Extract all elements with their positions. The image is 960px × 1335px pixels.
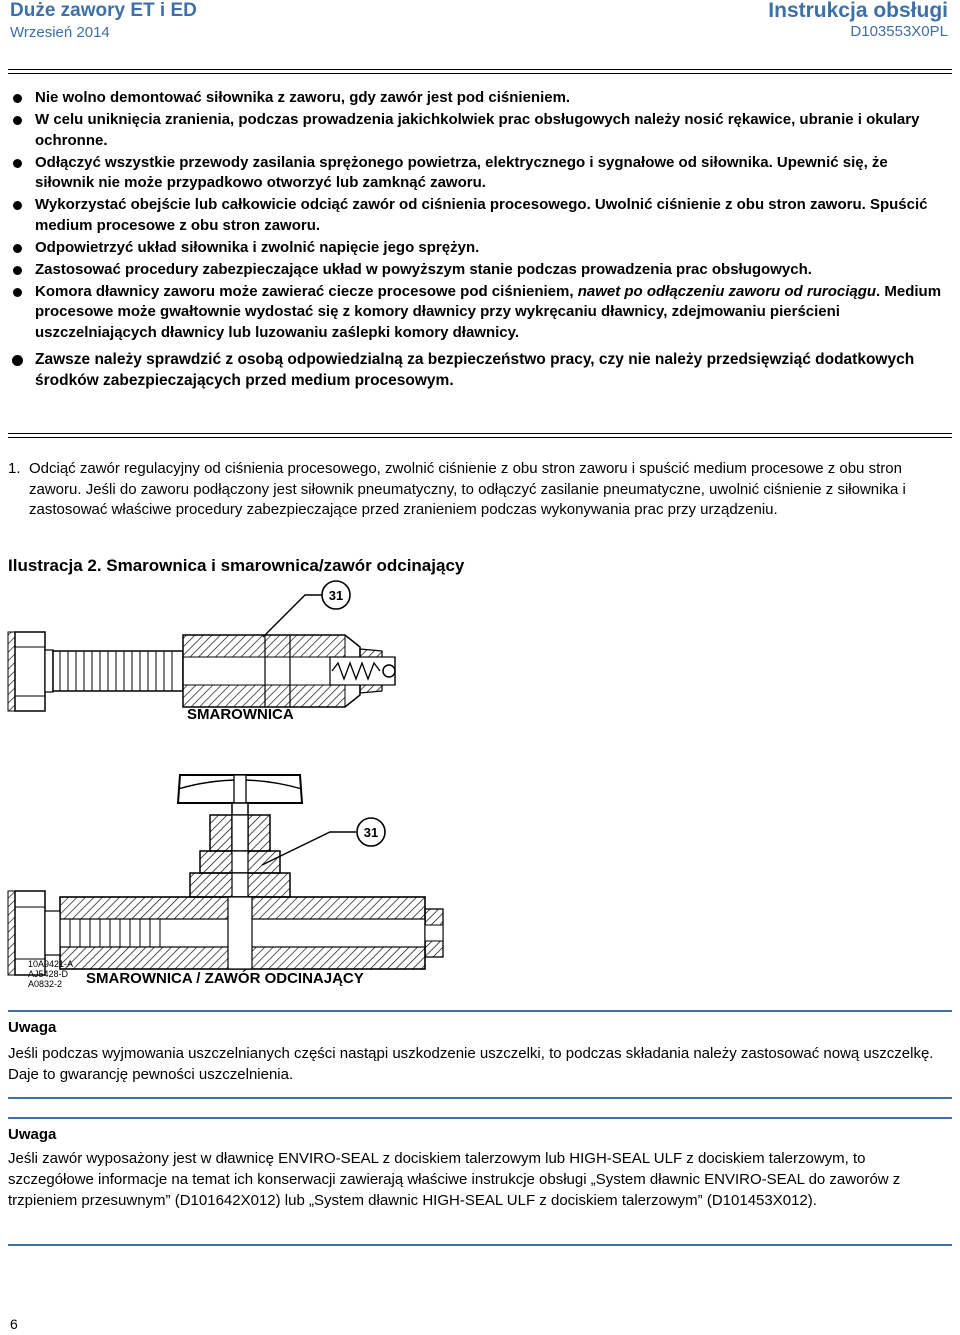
header-right bbox=[768, 0, 948, 40]
bullet-icon bbox=[13, 94, 22, 103]
bullet-icon bbox=[13, 116, 22, 125]
doc-date: Wrzesień 2014 bbox=[10, 24, 110, 41]
note2-top-rule bbox=[8, 1117, 952, 1119]
doc-title: Duże zawory ET i ED bbox=[10, 0, 197, 21]
note1-heading: Uwaga bbox=[8, 1019, 57, 1036]
bullet-icon bbox=[13, 288, 22, 297]
warning-item: Zastosować procedury zabezpieczające układ w powyższym stanie podczas prowadzenia prac obsługowych. bbox=[10, 260, 945, 281]
warning-top-rule-2 bbox=[8, 73, 952, 74]
warning-item: Nie wolno demontować siłownika z zaworu, gdy zawór jest pod ciśnieniem. bbox=[10, 88, 945, 109]
warning-bottom-rule bbox=[8, 433, 952, 434]
check-ball bbox=[383, 665, 395, 677]
bullet-icon bbox=[13, 201, 22, 210]
warning-item: Odłączyć wszystkie przewody zasilania sprężonego powietrza, elektrycznego i sygnałowe od siłownika. Upewnić się, że siłownik nie może przypadkowo otworzyć lub zamknąć zaworu. bbox=[10, 153, 945, 194]
warning-item: Wykorzystać obejście lub całkowicie odciąć zawór od ciśnienia procesowego. Uwolnić ciśnienie z obu stron zaworu. Spuścić medium procesowe z obu stron zaworu. bbox=[10, 195, 945, 236]
label-lubricator-valve: SMAROWNICA / ZAWÓR ODCINAJĄCY bbox=[86, 970, 364, 987]
step-text: Odciąć zawór regulacyjny od ciśnienia procesowego, zwolnić ciśnienie z obu stron zaworu i spuścić medium procesowe z obu stron zaworu. Jeśli do zaworu podłączony jest siłownik pneumatyczny, to odłączyć zasilanie pneumatyczne, uwolnić ciśnienie z siłownika i zastosować właściwe procedury zabezpieczające przed zranieniem podczas wykonywania prac przy urządzeniu. bbox=[29, 460, 906, 518]
note2-heading: Uwaga bbox=[8, 1126, 57, 1143]
bullet-icon bbox=[13, 159, 22, 168]
isolating-valve-drawing bbox=[8, 775, 443, 975]
warning-list bbox=[10, 88, 945, 393]
header-left bbox=[10, 0, 197, 41]
warning-item-final: Zawsze należy sprawdzić z osobą odpowiedzialną za bezpieczeństwo pracy, czy nie należy przedsięwziąć dodatkowych środków zabezpieczających przed medium procesowym. bbox=[10, 350, 945, 391]
note1-bottom-rule bbox=[8, 1097, 952, 1099]
step-1 bbox=[8, 459, 953, 521]
doc-type: Instrukcja obsługi bbox=[768, 0, 948, 22]
warning-top-rule bbox=[8, 69, 952, 70]
doc-number: D103553X0PL bbox=[850, 23, 948, 40]
step-number: 1. bbox=[8, 460, 21, 477]
warning-item: W celu uniknięcia zranienia, podczas prowadzenia jakichkolwiek prac obsługowych należy nosić rękawice, ubranie i okulary ochronne. bbox=[10, 110, 945, 151]
callout-number-bottom: 31 bbox=[363, 825, 379, 840]
figure-title: Ilustracja 2. Smarownica i smarownica/zawór odcinający bbox=[8, 556, 465, 575]
lubricator-drawing bbox=[8, 632, 395, 711]
drawing-codes: 10A9421-A AJ5428-D A0832-2 bbox=[28, 959, 74, 989]
valve-end-hatch bbox=[8, 891, 15, 975]
warning-item-gland: Komora dławnicy zaworu może zawierać ciecze procesowe pod ciśnieniem, nawet po odłączeniu zaworu od rurociągu. Medium procesowe może gwałtownie wydostać się z komory dławnicy przy wykręcaniu dławnicy, zdejmowaniu pierścieni uszczelniających dławnicy lub luzowaniu zaślepki komory dławnicy. bbox=[10, 282, 945, 344]
note1-body: Jeśli podczas wyjmowania uszczelnianych części nastąpi uszkodzenie uszczelki, to podczas składania należy zastosować nową uszczelkę. Daje to gwarancję pewności uszczelnienia. bbox=[8, 1045, 934, 1083]
bullet-icon bbox=[13, 266, 22, 275]
label-lubricator: SMAROWNICA bbox=[187, 706, 294, 723]
note2-body: Jeśli zawór wyposażony jest w dławnicę ENVIRO-SEAL z dociskiem talerzowym lub HIGH-SEAL ULF z dociskiem talerzowym, to szczegółowe informacje na temat ich konserwacji zawierają właściwe instrukcje obsługi „System dławnic ENVIRO-SEAL do zaworów z trzpieniem przesuwnym” (D101642X012) lub „System dławnic HIGH-SEAL ULF z dociskiem talerzowym” (D101453X012). bbox=[8, 1150, 901, 1209]
warning-bottom-rule-2 bbox=[8, 437, 952, 438]
note2-bottom-rule bbox=[8, 1244, 952, 1246]
callout-number-top: 31 bbox=[328, 588, 344, 603]
bullet-icon bbox=[12, 355, 23, 366]
page-number: 6 bbox=[10, 1316, 18, 1332]
lubricator-hex-head bbox=[15, 632, 45, 711]
note1-top-rule bbox=[8, 1010, 952, 1012]
lubricator-end-hatch bbox=[8, 632, 15, 711]
leader-line-top bbox=[263, 595, 322, 637]
bullet-icon bbox=[13, 244, 22, 253]
warning-item: Odpowietrzyć układ siłownika i zwolnić napięcie jego sprężyn. bbox=[10, 238, 945, 259]
figure-drawing bbox=[0, 575, 960, 1005]
